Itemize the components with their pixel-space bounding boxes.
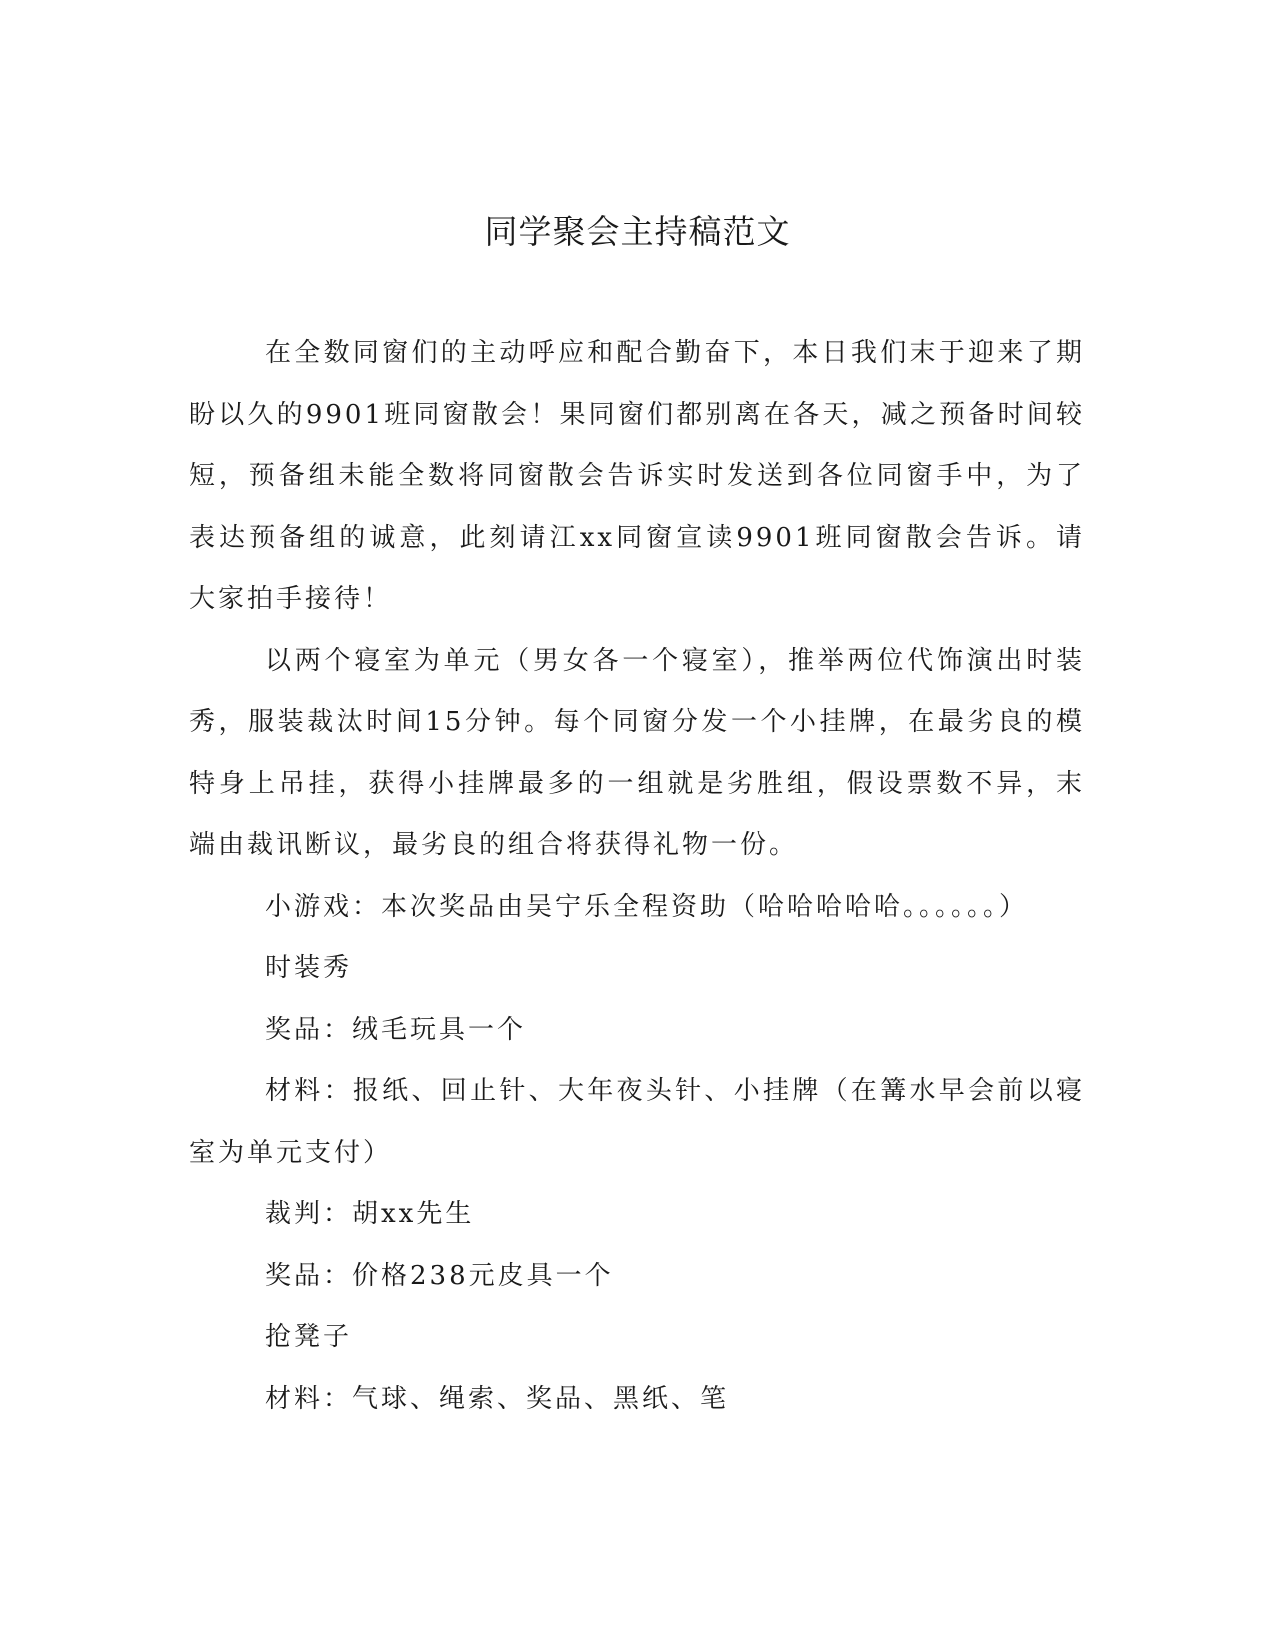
paragraph-judge: 裁判：胡xx先生 [265,1199,475,1229]
document-body [189,323,1085,1430]
heading-musical-chairs: 抢凳子 [265,1322,353,1352]
paragraph-intro: 在全数同窗们的主动呼应和配合勤奋下，本日我们末于迎来了期盼以久的9901班同窗散会！果同窗们都别离在各天，减之预备时间较短，预备组未能全数将同窗散会告诉实时发送到各位同窗手中，为了表达预备组的诚意，此刻请江xx同窗宣读9901班同窗散会告诉。请大家拍手接待！ [189,338,1085,614]
paragraph-prize-plush: 奖品：绒毛玩具一个 [265,1014,527,1045]
paragraph-prize-leather: 奖品：价格238元皮具一个 [265,1260,614,1291]
paragraph-mini-game: 小游戏：本次奖品由吴宁乐全程资助（哈哈哈哈哈。。。。。。） [265,891,1029,922]
paragraph-fashion-rules: 以两个寝室为单元（男女各一个寝室），推举两位代饰演出时装秀，服装裁汰时间15分钟。每个同窗分发一个小挂牌，在最劣良的模特身上吊挂，获得小挂牌最多的一组就是劣胜组，假设票数不异，末端由裁讯断议，最劣良的组合将获得礼物一份。 [189,645,1085,860]
paragraph-materials-fashion: 材料：报纸、回止针、大年夜头针、小挂牌（在篝水早会前以寝室为单元支付） [189,1076,1085,1168]
heading-fashion-show: 时装秀 [265,953,353,983]
document-title: 同学聚会主持稿范文 [484,212,791,251]
paragraph-materials-chairs: 材料：气球、绳索、奖品、黑纸、笔 [265,1383,730,1414]
